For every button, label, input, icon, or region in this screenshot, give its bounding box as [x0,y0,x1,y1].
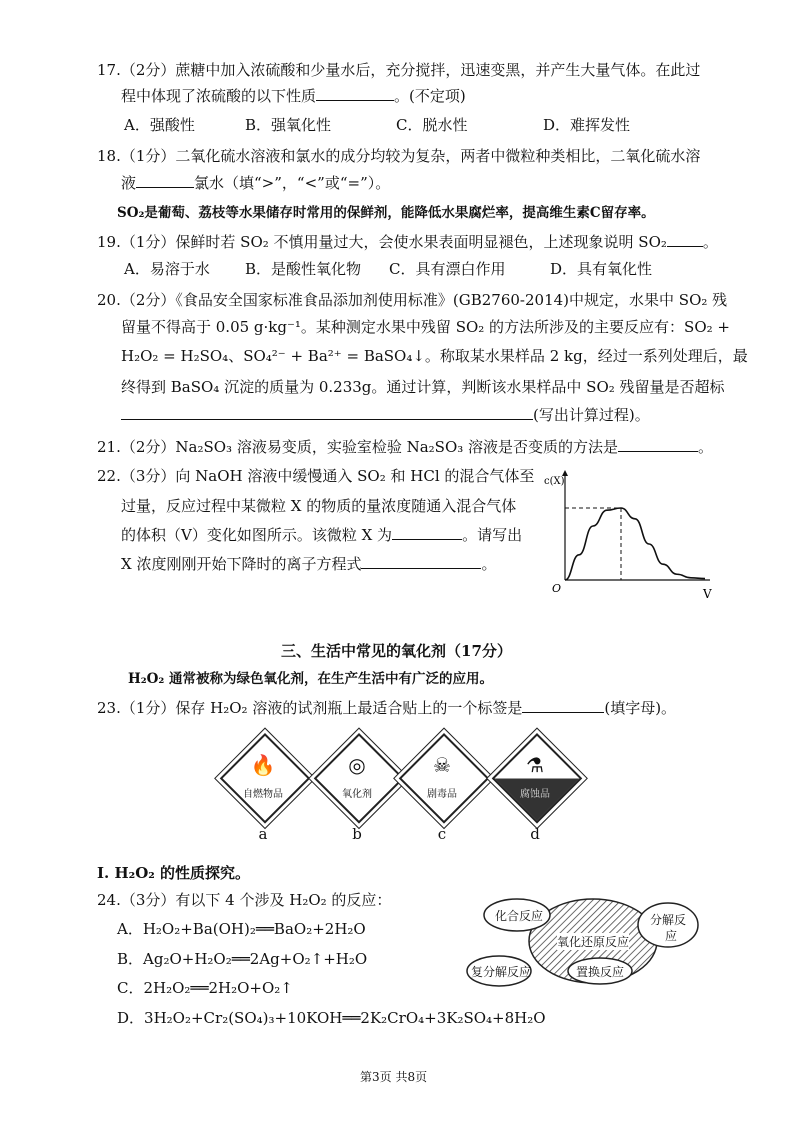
q24-reaction-b: B．Ag₂O+H₂O₂══2Ag+O₂↑+H₂O [117,950,368,968]
hazard-labels [210,735,570,845]
q21-line1-end: 。 [698,438,714,456]
q22-line2: 过量，反应过程中某微粒 X 的物质的量浓度随通入混合气体 [121,497,517,515]
corrosive-icon: ⚗ [526,753,544,777]
q24-reaction-a: A．H₂O₂+Ba(OH)₂══BaO₂+2H₂O [117,920,366,938]
hazard-label-c-letter: c [437,825,447,843]
q22-line3 [121,524,522,546]
y-axis-label: c(X) [544,476,565,487]
q17-line1: 17.（2分）蔗糖中加入浓硫酸和少量水后，充分搅拌，迅速变黑，并产生大量气体。在此过 [97,61,701,79]
q21-answer-blank[interactable] [618,437,698,452]
q20-line2: 留量不得高于 0.05 g·kg⁻¹。某种测定水果中残留 SO₂ 的方法所涉及的主要反应有：SO₂ + [121,318,730,336]
hazard-label-a-text: 自燃物品 [243,789,283,800]
q19-answer-blank[interactable] [667,232,703,247]
q17-line2-end: 。(不定项) [394,87,466,105]
q22-line3-text: 的体积（V）变化如图所示。该微粒 X 为 [121,526,393,544]
q23-answer-blank[interactable] [522,698,604,713]
flame-icon: 🔥 [250,753,276,777]
q17-option-d: D．难挥发性 [543,116,631,134]
q23-line1-end: (填字母)。 [604,699,677,717]
hazard-label-d[interactable] [492,735,578,843]
q21-line1-text: 21.（2分）Na₂SO₃ 溶液易变质，实验室检验 Na₂SO₃ 溶液是否变质的方法是 [97,438,619,456]
q19-line1 [97,231,718,253]
q19-option-a: A．易溶于水 [124,260,210,278]
q20-line1: 20.（2分）《食品安全国家标准食品添加剂使用标准》(GB2760-2014)中规定，水果中 SO₂ 残 [97,291,728,309]
section3-title: 三、生活中常见的氧化剂（17分） [281,642,512,660]
concentration-curve [565,508,705,580]
q19-line1-end: 。 [702,233,718,251]
hazard-label-a[interactable] [220,735,306,843]
hazard-label-b-letter: b [352,825,362,843]
origin-label: O [552,582,562,595]
hazard-label-a-letter: a [258,825,268,843]
q17-line2-text: 程中体现了浓硫酸的以下性质 [121,87,317,105]
q17-option-a: A．强酸性 [124,116,195,134]
double-decomposition-label: 复分解反应 [471,965,532,979]
q17-answer-blank[interactable] [316,86,394,101]
concentration-chart-svg [540,468,720,608]
combination-label: 化合反应 [495,909,544,923]
q18-answer-blank[interactable] [136,173,194,188]
q19-option-d: D．具有氧化性 [550,260,653,278]
hazard-label-b-text: 氧化剂 [342,789,372,800]
decomposition-label-1: 分解反 [650,913,687,927]
q20-line5 [121,404,650,426]
q21-line1 [97,436,713,458]
q18-line2-end: 氯水（填“>”，“<”或“=”）。 [194,174,391,192]
q20-line5-end: (写出计算过程)。 [533,406,650,424]
diamond-shape [220,733,311,824]
q18-line1: 18.（1分）二氧化硫水溶液和氯水的成分均较为复杂，两者中微粒种类相比，二氧化硫水溶 [97,147,701,165]
q22-line4 [121,553,496,575]
x-axis-label: V [703,587,712,601]
decomposition-label-2: 应 [665,929,678,943]
hazard-label-d-text: 腐蚀品 [520,789,550,800]
q23-line1 [97,697,676,719]
q20-line3: H₂O₂ = H₂SO₄、SO₄²⁻ + Ba²⁺ = BaSO₄↓。称取某水果样品 2 kg，经过一系列处理后，最 [121,347,748,365]
q18-line2-start: 液 [121,174,137,192]
q18-line2 [121,172,390,194]
hazard-label-b[interactable] [314,735,400,843]
page-number: 第3页 共8页 [360,1070,428,1084]
diamond-shape [492,733,583,824]
q19-option-c: C．具有漂白作用 [389,260,506,278]
diamond-shape [314,733,405,824]
skull-icon: ☠ [433,753,451,777]
q23-line1-text: 23.（1分）保存 H₂O₂ 溶液的试剂瓶上最适合贴上的一个标签是 [97,699,523,717]
part1-title: I. H₂O₂ 的性质探究。 [97,864,251,882]
diamond-shape [399,733,490,824]
hazard-label-c-text: 剧毒品 [427,789,457,800]
hazard-label-c[interactable] [399,735,485,843]
hazard-label-d-letter: d [530,825,540,843]
so2-intro: SO₂是葡萄、荔枝等水果储存时常用的保鲜剂，能降低水果腐烂率，提高维生素C留存率。 [117,205,655,221]
q22-line4-text: X 浓度刚刚开始下降时的离子方程式 [121,555,362,573]
section3-intro: H₂O₂ 通常被称为绿色氧化剂，在生产生活中有广泛的应用。 [128,671,494,687]
q24-line1: 24.（3分）有以下 4 个涉及 H₂O₂ 的反应： [97,891,392,909]
q20-line4: 终得到 BaSO₄ 沉淀的质量为 0.233g。通过计算，判断该水果样品中 SO₂ 残留量是否超标 [121,378,725,396]
q22-answer-blank-2[interactable] [361,554,481,569]
q17-option-b: B．强氧化性 [245,116,332,134]
q20-answer-blank[interactable] [121,405,533,420]
q22-line3-end: 。请写出 [462,526,523,544]
q22-line1: 22.（3分）向 NaOH 溶液中缓慢通入 SO₂ 和 HCl 的混合气体至 [97,467,535,485]
reaction-type-diagram [465,893,705,993]
q24-reaction-c: C．2H₂O₂══2H₂O+O₂↑ [117,979,293,997]
oxidizer-icon: ◎ [348,753,366,777]
q22-answer-blank-1[interactable] [392,525,462,540]
displacement-label: 置换反应 [576,965,625,979]
redox-label: 氧化还原反应 [557,935,630,949]
q17-line2 [121,85,466,107]
q22-line4-end: 。 [481,555,497,573]
q19-line1-text: 19.（1分）保鲜时若 SO₂ 不慎用量过大，会使水果表面明显褪色，上述现象说明 SO₂ [97,233,667,251]
concentration-chart [540,468,720,608]
q24-reaction-d: D．3H₂O₂+Cr₂(SO₄)₃+10KOH══2K₂CrO₄+3K₂SO₄+8H₂O [117,1009,546,1027]
q17-option-c: C．脱水性 [396,116,468,134]
q19-option-b: B．是酸性氧化物 [245,260,362,278]
